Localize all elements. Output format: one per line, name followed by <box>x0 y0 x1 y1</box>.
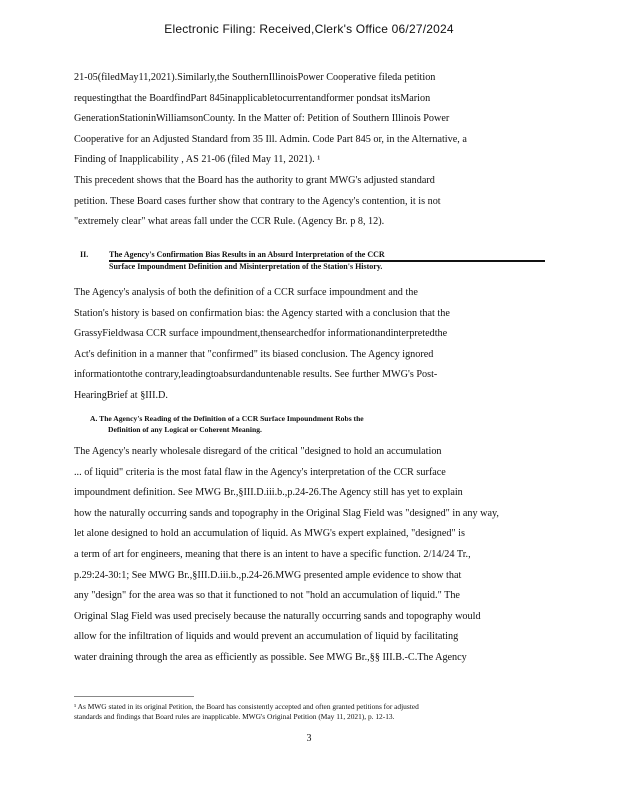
text-line: Original Slag Field was used precisely because the naturally occurring sands and topography would <box>74 610 481 622</box>
subsection-title-line: A. The Agency's Reading of the Definition of a CCR Surface Impoundment Robs the <box>90 414 364 423</box>
footnote-line: ¹ As MWG stated in its original Petition, the Board has consistently accepted and often granted petitions for adjusted <box>74 702 419 711</box>
footnote-divider <box>74 696 194 697</box>
section-number: II. <box>80 250 89 259</box>
text-line: a term of art for engineers, meaning that there is an intent to have a specific function. 2/14/24 Tr., <box>74 548 471 560</box>
text-line: GrassyFieldwasa CCR surface impoundment,thensearchedfor informationandinterpretedthe <box>74 328 448 340</box>
text-line: p.29:24-30:1; See MWG Br.,§III.D.iii.b.,p.24-26.MWG presented ample evidence to show that <box>74 569 462 581</box>
text-line: informationtothe contrary,leadingtoabsurdanduntenable results. See further MWG's Post- <box>74 369 438 381</box>
text-line: impoundment definition. See MWG Br.,§III.D.iii.b.,p.24-26.The Agency still has yet to explain <box>74 487 463 499</box>
subsection-title-line: Definition of any Logical or Coherent Meaning. <box>108 425 262 434</box>
paragraph-precedent <box>74 68 548 233</box>
text-line: how the naturally occurring sands and topography in the Original Slag Field was "designed" in any way, <box>74 507 499 519</box>
footnote-line: standards and findings that Board rules are inapplicable. MWG's Original Petition (May 11, 2021), p. 12-13. <box>74 711 395 721</box>
text-line: water draining through the area as efficiently as possible. See MWG Br.,§§ III.B.-C.The Agency <box>74 651 467 663</box>
text-line: allow for the infiltration of liquids and would prevent an accumulation of liquid by facilitating <box>74 631 459 643</box>
text-line: let alone designed to hold an accumulation of liquid. As MWG's expert explained, "designed" is <box>74 528 465 540</box>
text-line: Act's definition in a manner that "confirmed" its biased conclusion. The Agency ignored <box>74 348 434 360</box>
text-line: any "design" for the area was so that it functioned to not "hold an accumulation of liquid." The <box>74 590 460 602</box>
text-line: "extremely clear" what areas fall under the CCR Rule. (Agency Br. p 8, 12). <box>74 216 385 228</box>
text-line: This precedent shows that the Board has the authority to grant MWG's adjusted standard <box>74 174 435 186</box>
section-title-line: The Agency's Confirmation Bias Results in an Absurd Interpretation of the CCR <box>109 250 385 259</box>
text-line: requestingthat the BoardfindPart 845inapplicabletocurrentandformer pondsat itsMarion <box>74 92 431 104</box>
paragraph-designed-criteria <box>74 442 548 669</box>
text-line: The Agency's nearly wholesale disregard of the critical "designed to hold an accumulation <box>74 446 442 457</box>
section-title-line: Surface Impoundment Definition and Misinterpretation of the Station's History. <box>109 262 383 271</box>
paragraph-confirmation-bias <box>74 283 548 407</box>
text-line: GenerationStationinWilliamsonCounty. In the Matter of: Petition of Southern Illinois Power <box>74 113 450 125</box>
text-line: 21-05(filedMay11,2021).Similarly,the SouthernIllinoisPower Cooperative fileda petition <box>74 72 436 83</box>
text-line: HearingBrief at §III.D. <box>74 389 168 401</box>
page-number: 3 <box>306 733 312 744</box>
filing-header: Electronic Filing: Received,Clerk's Office 06/27/2024 <box>164 22 454 36</box>
footnote <box>74 702 548 721</box>
text-line: Cooperative for an Adjusted Standard from 35 Ill. Admin. Code Part 845 or, in the Alternative, a <box>74 133 467 145</box>
text-line: The Agency's analysis of both the definition of a CCR surface impoundment and the <box>74 287 418 298</box>
text-line: Station's history is based on confirmation bias: the Agency started with a conclusion that the <box>74 307 450 319</box>
text-line: petition. These Board cases further show that contrary to the Agency's contention, it is not <box>74 195 441 207</box>
text-line: Finding of Inapplicability , AS 21-06 (filed May 11, 2021). ¹ <box>74 154 321 166</box>
text-line: ... of liquid" criteria is the most fatal flaw in the Agency's interpretation of the CCR surface <box>74 466 446 478</box>
